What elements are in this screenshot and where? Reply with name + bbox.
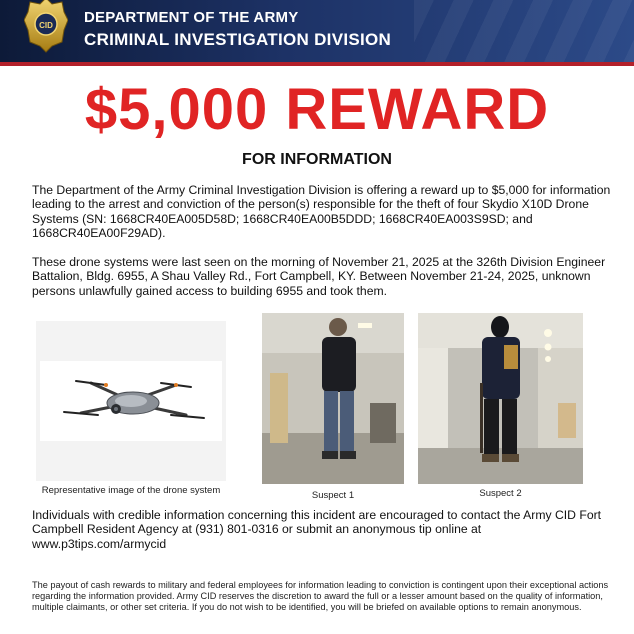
suspect-2-scene [418,313,583,484]
header-banner [0,0,634,66]
reward-headline: $5,000 REWARD [84,77,550,142]
body-paragraph-1: The Department of the Army Criminal Investigation Division is offering a reward up to $5,000 for information leading to the arrest and conviction of the person(s) responsible for the theft of four Skydio X10D Drone Systems (SN: 1668CR40EA005D58D; 1668CR40EA00B5DDD; 1668CR40EA003S9SD; and 1668CR40EA00F29AD). [32,183,611,240]
body-paragraph-2: These drone systems were last seen on the morning of November 21, 2025 at the 326th Division Engineer Battalion, Bldg. 6955, A Shau Valley Rd., Fort Campbell, KY. Between November 21-24, 2025, unknown persons unlawfully gained access to building 6955 and took them. [32,255,606,298]
suspect-1-caption: Suspect 1 [311,490,355,501]
header-red-rule [0,62,634,66]
contact-info: Individuals with credible information concerning this incident are encouraged to contact the Army CID Fort Campbell Resident Agency at (931) 801-0316 or submit an anonymous tip online at www.p3tips.com/armycid [32,508,602,551]
agency-name: DEPARTMENT OF THE ARMY [84,9,299,26]
drone-illustration [36,321,226,481]
drone-caption: Representative image of the drone system [41,485,221,496]
division-name: CRIMINAL INVESTIGATION DIVISION [84,30,392,49]
suspect-1-photo [262,313,404,484]
header-stripe-pattern [414,0,634,66]
suspect-2-photo [418,313,583,484]
suspect-1-scene [262,313,404,484]
reward-subtitle: FOR INFORMATION [242,151,392,168]
svg-text:CID: CID [39,21,53,30]
drone-image [36,321,226,481]
suspect-2-caption: Suspect 2 [479,488,522,499]
reward-disclaimer: The payout of cash rewards to military and federal employees for information leading to conviction is contingent upon their exceptional actions regarding the information provided. Army CID reserves the discretion to award the full or a lesser amount based on the quality of information, multiple claimants, or other set criteria. If you do not wish to be identified, you will be briefed on available options to remain anonymous. [32,580,609,613]
cid-badge-icon [24,0,68,54]
